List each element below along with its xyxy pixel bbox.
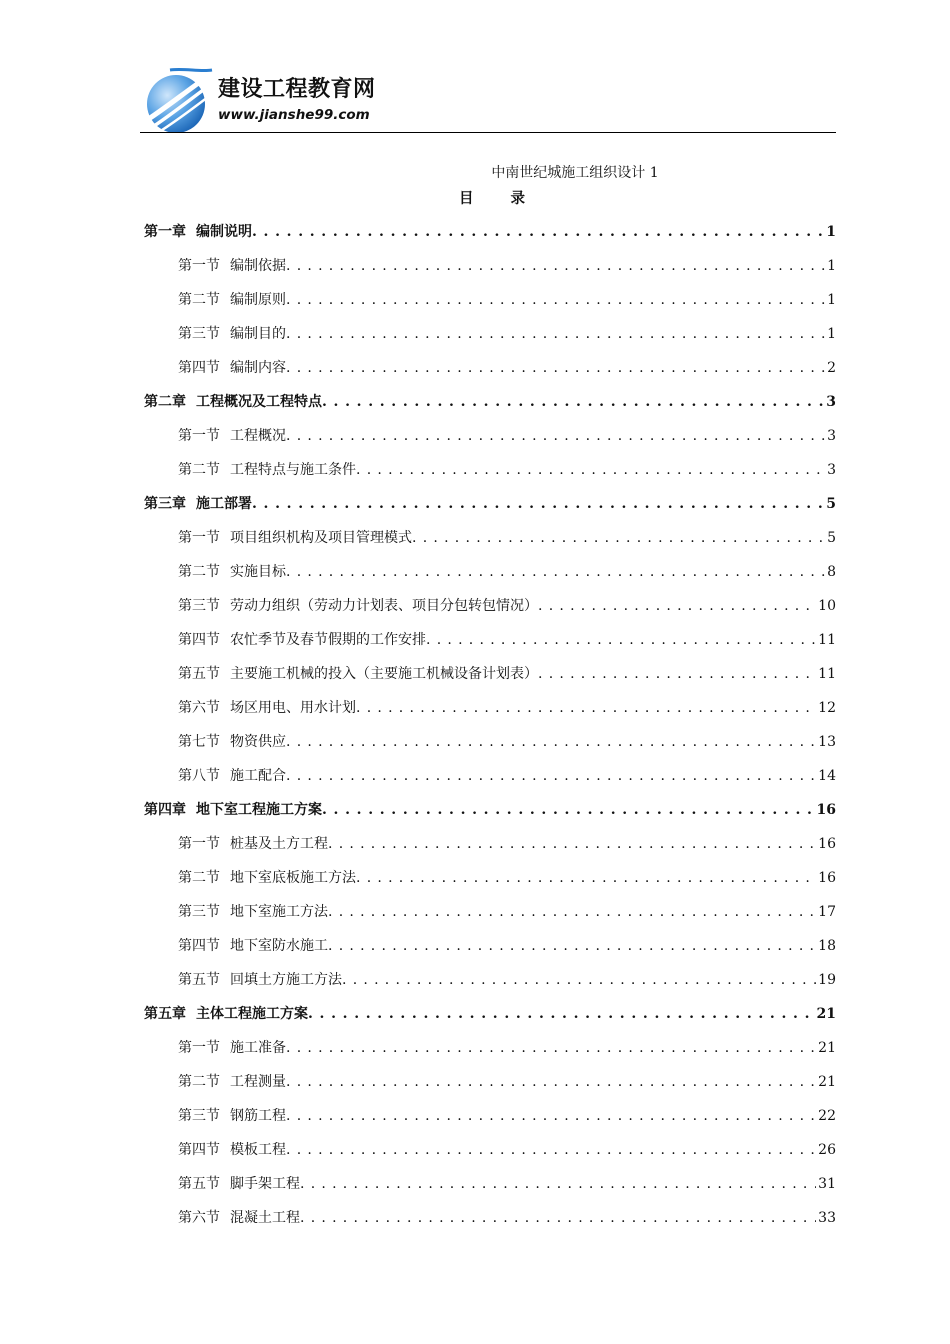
toc-dot-leader <box>322 793 815 827</box>
toc-entry-title: 桩基及土方工程 <box>230 836 328 852</box>
toc-entry-number: 第六节 <box>178 1210 220 1226</box>
toc-dot-leader <box>328 827 816 861</box>
toc-entry-label <box>178 861 356 895</box>
toc-entry-label <box>178 1065 286 1099</box>
toc-entry-label <box>178 827 328 861</box>
toc-page-number: 5 <box>827 530 836 546</box>
toc-dot-leader <box>308 997 815 1031</box>
toc-entry-number: 第四节 <box>178 632 220 648</box>
toc-dot-leader <box>426 623 816 657</box>
toc-section-entry[interactable] <box>144 589 836 623</box>
toc-entry-label <box>178 1201 300 1235</box>
toc-dot-leader <box>286 249 825 283</box>
toc-entry-label <box>178 759 286 793</box>
toc-entry-title: 地下室底板施工方法 <box>230 870 356 886</box>
toc-entry-number: 第一节 <box>178 530 220 546</box>
toc-entry-title: 劳动力组织（劳动力计划表、项目分包转包情况） <box>230 598 538 614</box>
toc-entry-number: 第三节 <box>178 1108 220 1124</box>
toc-section-entry[interactable] <box>144 691 836 725</box>
toc-entry-number: 第二节 <box>178 564 220 580</box>
toc-entry-title: 地下室施工方法 <box>230 904 328 920</box>
header-divider <box>140 132 836 133</box>
toc-page-number: 11 <box>818 666 836 682</box>
toc-page-number: 12 <box>818 700 836 716</box>
toc-entry-number: 第六节 <box>178 700 220 716</box>
toc-entry-number: 第四节 <box>178 360 220 376</box>
toc-entry-title: 编制原则 <box>230 292 286 308</box>
toc-page-number: 1 <box>827 326 836 342</box>
toc-entry-title: 主体工程施工方案 <box>196 1006 308 1022</box>
toc-entry-title: 混凝土工程 <box>230 1210 300 1226</box>
toc-entry-label <box>178 929 328 963</box>
toc-entry-title: 项目组织机构及项目管理模式 <box>230 530 412 546</box>
document-title: 中南世纪城施工组织设计 1 <box>491 165 659 181</box>
toc-entry-title: 实施目标 <box>230 564 286 580</box>
toc-entry-label <box>178 1167 300 1201</box>
toc-dot-leader <box>286 351 825 385</box>
toc-entry-label <box>178 1031 286 1065</box>
toc-section-entry[interactable] <box>144 725 836 759</box>
toc-dot-leader <box>538 589 816 623</box>
toc-entry-number: 第二节 <box>178 462 220 478</box>
toc-section-entry[interactable] <box>144 1201 836 1235</box>
toc-page-number: 1 <box>827 292 836 308</box>
toc-entry-title: 编制目的 <box>230 326 286 342</box>
toc-entry-title: 钢筋工程 <box>230 1108 286 1124</box>
toc-section-entry[interactable] <box>144 283 836 317</box>
toc-chapter-entry[interactable] <box>144 997 836 1031</box>
toc-entry-label <box>178 623 426 657</box>
toc-entry-label <box>178 725 286 759</box>
toc-dot-leader <box>252 215 824 249</box>
toc-entry-number: 第二节 <box>178 870 220 886</box>
toc-dot-leader <box>356 691 816 725</box>
toc-entry-label <box>144 385 322 419</box>
toc-entry-number: 第五节 <box>178 972 220 988</box>
toc-entry-title: 工程概况及工程特点 <box>196 394 322 410</box>
toc-entry-title: 回填土方施工方法 <box>230 972 342 988</box>
toc-entry-number: 第四节 <box>178 1142 220 1158</box>
toc-section-entry[interactable] <box>144 1133 836 1167</box>
toc-entry-title: 模板工程 <box>230 1142 286 1158</box>
toc-entry-label <box>178 963 342 997</box>
toc-page-number: 31 <box>818 1176 836 1192</box>
toc-page-number: 16 <box>818 870 836 886</box>
toc-page-number: 19 <box>818 972 836 988</box>
toc-section-entry[interactable] <box>144 759 836 793</box>
toc-section-entry[interactable] <box>144 249 836 283</box>
toc-dot-leader <box>286 725 816 759</box>
toc-entry-number: 第一节 <box>178 1040 220 1056</box>
toc-page-number: 21 <box>818 1074 836 1090</box>
toc-dot-leader <box>356 453 825 487</box>
toc-entry-number: 第一节 <box>178 258 220 274</box>
toc-section-entry[interactable] <box>144 453 836 487</box>
page-header <box>140 62 836 134</box>
toc-entry-number: 第三节 <box>178 326 220 342</box>
toc-entry-number: 第四章 <box>144 802 186 818</box>
toc-section-entry[interactable] <box>144 351 836 385</box>
toc-dot-leader <box>286 759 816 793</box>
toc-entry-label <box>144 793 322 827</box>
toc-page-number: 3 <box>826 394 836 410</box>
toc-entry-number: 第一章 <box>144 224 186 240</box>
toc-entry-title: 编制内容 <box>230 360 286 376</box>
toc-entry-number: 第五节 <box>178 666 220 682</box>
site-url[interactable]: www.jianshe99.com <box>218 107 370 123</box>
toc-section-entry[interactable] <box>144 827 836 861</box>
toc-section-entry[interactable] <box>144 963 836 997</box>
toc-chapter-entry[interactable] <box>144 215 836 249</box>
toc-section-entry[interactable] <box>144 1031 836 1065</box>
toc-entry-label <box>144 997 308 1031</box>
toc-entry-title: 工程概况 <box>230 428 286 444</box>
toc-dot-leader <box>322 385 824 419</box>
toc-entry-label <box>178 589 538 623</box>
toc-page-number: 11 <box>818 632 836 648</box>
toc-page-number: 18 <box>818 938 836 954</box>
toc-entry-title: 脚手架工程 <box>230 1176 300 1192</box>
toc-section-entry[interactable] <box>144 1065 836 1099</box>
toc-page-number: 21 <box>816 1006 836 1022</box>
toc-chapter-entry[interactable] <box>144 793 836 827</box>
table-of-contents <box>144 215 836 1235</box>
toc-entry-title: 地下室防水施工 <box>230 938 328 954</box>
toc-section-entry[interactable] <box>144 1167 836 1201</box>
toc-section-entry[interactable] <box>144 929 836 963</box>
toc-entry-title: 施工准备 <box>230 1040 286 1056</box>
toc-entry-number: 第五节 <box>178 1176 220 1192</box>
toc-entry-number: 第二节 <box>178 1074 220 1090</box>
toc-dot-leader <box>356 861 816 895</box>
toc-entry-label <box>178 895 328 929</box>
toc-dot-leader <box>286 1031 816 1065</box>
toc-entry-label <box>178 317 286 351</box>
toc-entry-title: 工程特点与施工条件 <box>230 462 356 478</box>
toc-page-number: 1 <box>826 224 836 240</box>
logo-globe-icon <box>140 66 216 134</box>
toc-page-number: 33 <box>818 1210 836 1226</box>
toc-entry-number: 第一节 <box>178 836 220 852</box>
toc-page-number: 16 <box>818 836 836 852</box>
toc-section-entry[interactable] <box>144 1099 836 1133</box>
toc-entry-label <box>178 249 286 283</box>
toc-section-entry[interactable] <box>144 895 836 929</box>
toc-entry-label <box>178 453 356 487</box>
toc-chapter-entry[interactable] <box>144 385 836 419</box>
toc-dot-leader <box>300 1167 816 1201</box>
toc-entry-title: 编制依据 <box>230 258 286 274</box>
toc-section-entry[interactable] <box>144 657 836 691</box>
toc-section-entry[interactable] <box>144 623 836 657</box>
toc-dot-leader <box>412 521 825 555</box>
toc-page-number: 10 <box>818 598 836 614</box>
toc-entry-title: 场区用电、用水计划 <box>230 700 356 716</box>
toc-entry-title: 主要施工机械的投入（主要施工机械设备计划表） <box>230 666 538 682</box>
toc-dot-leader <box>252 487 824 521</box>
toc-entry-title: 农忙季节及春节假期的工作安排 <box>230 632 426 648</box>
toc-entry-title: 施工配合 <box>230 768 286 784</box>
toc-entry-title: 工程测量 <box>230 1074 286 1090</box>
toc-entry-label <box>144 487 252 521</box>
toc-entry-title: 编制说明 <box>196 224 252 240</box>
toc-dot-leader <box>328 895 816 929</box>
toc-dot-leader <box>342 963 816 997</box>
toc-entry-title: 物资供应 <box>230 734 286 750</box>
toc-entry-number: 第三节 <box>178 598 220 614</box>
toc-dot-leader <box>286 555 825 589</box>
toc-section-entry[interactable] <box>144 419 836 453</box>
toc-entry-title: 地下室工程施工方案 <box>196 802 322 818</box>
toc-section-entry[interactable] <box>144 317 836 351</box>
toc-entry-label <box>178 419 286 453</box>
toc-entry-number: 第八节 <box>178 768 220 784</box>
toc-entry-label <box>178 555 286 589</box>
toc-section-entry[interactable] <box>144 861 836 895</box>
toc-entry-label <box>178 283 286 317</box>
toc-page-number: 13 <box>818 734 836 750</box>
toc-page-number: 3 <box>827 462 836 478</box>
toc-page-number: 1 <box>827 258 836 274</box>
toc-entry-label <box>178 1099 286 1133</box>
toc-entry-label <box>178 1133 286 1167</box>
toc-page-number: 26 <box>818 1142 836 1158</box>
toc-entry-number: 第五章 <box>144 1006 186 1022</box>
toc-page-number: 17 <box>818 904 836 920</box>
toc-page-number: 5 <box>826 496 836 512</box>
toc-dot-leader <box>286 1065 816 1099</box>
toc-entry-title: 施工部署 <box>196 496 252 512</box>
toc-entry-number: 第四节 <box>178 938 220 954</box>
toc-dot-leader <box>538 657 816 691</box>
toc-heading: 目 录 <box>458 190 542 207</box>
toc-section-entry[interactable] <box>144 555 836 589</box>
toc-chapter-entry[interactable] <box>144 487 836 521</box>
toc-page-number: 3 <box>827 428 836 444</box>
toc-entry-number: 第三章 <box>144 496 186 512</box>
toc-entry-number: 第二节 <box>178 292 220 308</box>
toc-entry-label <box>178 657 538 691</box>
toc-page-number: 8 <box>827 564 836 580</box>
toc-entry-label <box>144 215 252 249</box>
toc-entry-label <box>178 691 356 725</box>
toc-entry-number: 第二章 <box>144 394 186 410</box>
toc-entry-number: 第三节 <box>178 904 220 920</box>
toc-page-number: 2 <box>827 360 836 376</box>
toc-dot-leader <box>328 929 816 963</box>
toc-dot-leader <box>286 1099 816 1133</box>
toc-dot-leader <box>286 317 825 351</box>
toc-dot-leader <box>286 419 825 453</box>
toc-entry-number: 第七节 <box>178 734 220 750</box>
site-name: 建设工程教育网 <box>218 77 376 102</box>
toc-page-number: 14 <box>818 768 836 784</box>
toc-page-number: 16 <box>816 802 836 818</box>
toc-dot-leader <box>286 1133 816 1167</box>
toc-page-number: 22 <box>818 1108 836 1124</box>
toc-page-number: 21 <box>818 1040 836 1056</box>
toc-dot-leader <box>300 1201 816 1235</box>
toc-entry-label <box>178 351 286 385</box>
toc-entry-label <box>178 521 412 555</box>
toc-dot-leader <box>286 283 825 317</box>
toc-section-entry[interactable] <box>144 521 836 555</box>
toc-entry-number: 第一节 <box>178 428 220 444</box>
